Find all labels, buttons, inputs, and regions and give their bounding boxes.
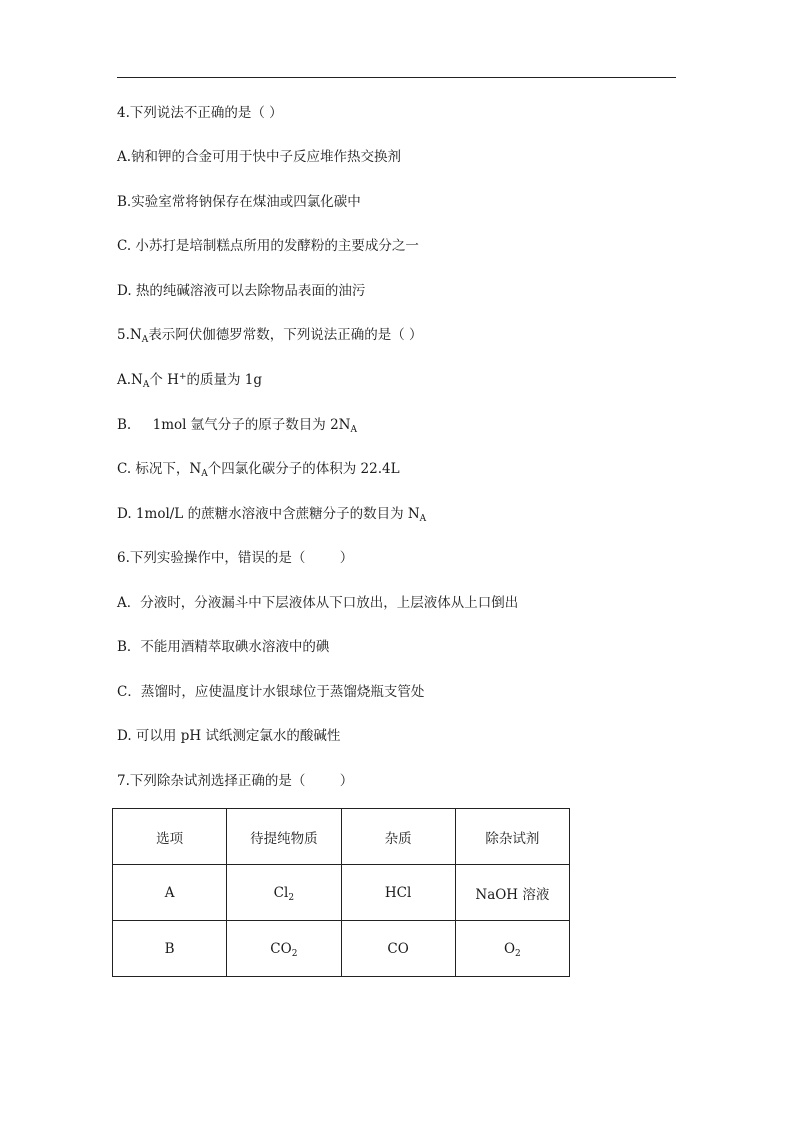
row-b-option: B xyxy=(113,921,227,977)
q5-c-pre: C. 标况下，N xyxy=(117,461,202,477)
row-b-impurity: CO xyxy=(341,921,455,977)
table-row xyxy=(113,865,570,921)
header-reagent: 除杂试剂 xyxy=(455,809,569,865)
row-a-impurity: HCl xyxy=(341,865,455,921)
q4-stem: 4.下列说法不正确的是（ ） xyxy=(117,105,283,121)
q5-d-pre: D. 1mol/L 的蔗糖水溶液中含蔗糖分子的数目为 N xyxy=(117,506,420,522)
q7-table xyxy=(112,808,570,977)
table-header-row xyxy=(113,809,570,865)
q5-a-sup: + xyxy=(178,372,187,382)
q5-d-sub: A xyxy=(419,514,427,524)
q6-option-b: B．不能用酒精萃取碘水溶液中的碘 xyxy=(117,639,330,655)
q6-stem: 6.下列实验操作中，错误的是（ ） xyxy=(117,550,354,566)
row-b-substance xyxy=(227,921,341,977)
header-impurity: 杂质 xyxy=(341,809,455,865)
row-a-reagent: NaOH 溶液 xyxy=(455,865,569,921)
q5-c-post: 个四氯化碳分子的体积为 22.4L xyxy=(207,461,400,477)
header-option: 选项 xyxy=(113,809,227,865)
q5-option-b xyxy=(117,416,357,434)
row-b-reagent-sub: 2 xyxy=(515,948,521,959)
q4-option-c: C. 小苏打是培制糕点所用的发酵粉的主要成分之一 xyxy=(117,238,419,254)
row-a-option: A xyxy=(113,865,227,921)
q5-c-sub: A xyxy=(201,469,208,479)
row-b-substance-base: CO xyxy=(270,940,292,957)
q5-stem-sub: A xyxy=(141,335,149,345)
row-b-substance-sub: 2 xyxy=(291,948,298,959)
row-a-substance-sub: 2 xyxy=(288,892,295,903)
row-b-reagent-base: O xyxy=(503,940,516,957)
header-substance: 待提纯物质 xyxy=(227,809,341,865)
row-a-substance-base: Cl xyxy=(273,884,289,901)
q5-stem-post: 表示阿伏伽德罗常数，下列说法正确的是（ ） xyxy=(148,327,423,343)
q5-a-pre: A.N xyxy=(117,372,143,388)
q7-stem: 7.下列除杂试剂选择正确的是（ ） xyxy=(117,773,354,789)
q6-option-a: A．分液时，分液漏斗中下层液体从下口放出，上层液体从上口倒出 xyxy=(117,595,519,611)
q5-stem xyxy=(117,326,423,344)
q5-a-sub: A xyxy=(142,380,150,390)
row-b-reagent xyxy=(455,921,569,977)
q5-a-mid: 个 H xyxy=(149,372,179,388)
q6-option-d: D. 可以用 pH 试纸测定氯水的酸碱性 xyxy=(117,728,341,744)
q4-option-a: A.钠和钾的合金可用于快中子反应堆作热交换剂 xyxy=(117,149,402,165)
row-a-substance xyxy=(227,865,341,921)
q5-stem-pre: 5.N xyxy=(117,327,142,343)
q4-option-d: D. 热的纯碱溶液可以去除物品表面的油污 xyxy=(117,283,366,299)
header-rule xyxy=(117,77,676,78)
q5-b-sub: A xyxy=(350,425,357,435)
table-row xyxy=(113,921,570,977)
q5-option-a xyxy=(117,371,262,389)
q5-option-d xyxy=(117,505,426,523)
q5-a-post: 的质量为 1g xyxy=(186,372,263,388)
q4-option-b: B.实验室常将钠保存在煤油或四氯化碳中 xyxy=(117,194,361,210)
q6-option-c: C．蒸馏时，应使温度计水银球位于蒸馏烧瓶支管处 xyxy=(117,684,425,700)
q5-option-c xyxy=(117,460,400,478)
q5-b-pre: B. 1mol 氩气分子的原子数目为 2N xyxy=(117,417,351,433)
